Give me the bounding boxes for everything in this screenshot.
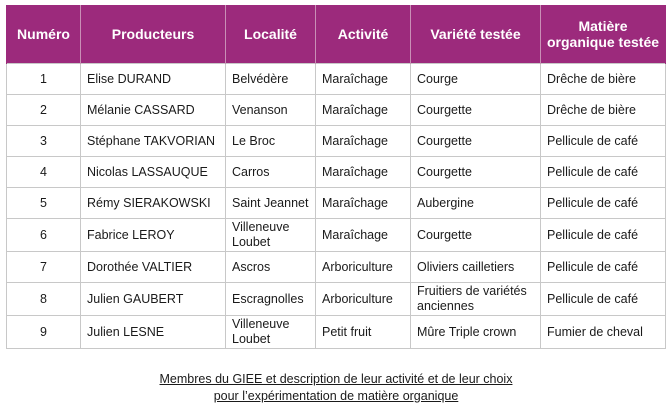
cell-matiere: Pellicule de café: [541, 157, 666, 188]
cell-matiere: Pellicule de café: [541, 219, 666, 252]
cell-matiere: Drêche de bière: [541, 64, 666, 95]
cell-activite: Arboriculture: [316, 252, 411, 283]
cell-producteur: Stéphane TAKVORIAN: [81, 126, 226, 157]
caption-line-2: pour l’expérimentation de matière organique: [213, 389, 459, 403]
caption-line-1: Membres du GIEE et description de leur activité et de leur choix: [159, 372, 513, 386]
header-matiere-organique-testee: Matière organique testée: [541, 5, 666, 64]
table-row: [7, 64, 666, 95]
cell-numero: 1: [7, 64, 81, 95]
cell-localite: Belvédère: [226, 64, 316, 95]
cell-localite: Saint Jeannet: [226, 188, 316, 219]
cell-producteur: Elise DURAND: [81, 64, 226, 95]
cell-variete: Courgette: [411, 157, 541, 188]
table-row: [7, 219, 666, 252]
cell-numero: 7: [7, 252, 81, 283]
cell-localite: Le Broc: [226, 126, 316, 157]
table-row: [7, 188, 666, 219]
cell-numero: 5: [7, 188, 81, 219]
cell-variete: Aubergine: [411, 188, 541, 219]
table-row: [7, 252, 666, 283]
table-row: [7, 95, 666, 126]
cell-variete: Courgette: [411, 219, 541, 252]
table-caption: [0, 371, 672, 405]
cell-variete: Fruitiers de variétés anciennes: [411, 283, 541, 316]
cell-numero: 8: [7, 283, 81, 316]
cell-producteur: Mélanie CASSARD: [81, 95, 226, 126]
cell-matiere: Fumier de cheval: [541, 316, 666, 349]
cell-numero: 3: [7, 126, 81, 157]
cell-localite: Carros: [226, 157, 316, 188]
cell-matiere: Pellicule de café: [541, 126, 666, 157]
table-row: [7, 283, 666, 316]
cell-producteur: Rémy SIERAKOWSKI: [81, 188, 226, 219]
cell-numero: 9: [7, 316, 81, 349]
cell-activite: Maraîchage: [316, 188, 411, 219]
cell-producteur: Dorothée VALTIER: [81, 252, 226, 283]
cell-matiere: Pellicule de café: [541, 252, 666, 283]
cell-activite: Maraîchage: [316, 157, 411, 188]
cell-localite: Escragnolles: [226, 283, 316, 316]
cell-variete: Mûre Triple crown: [411, 316, 541, 349]
cell-localite: Venanson: [226, 95, 316, 126]
cell-numero: 6: [7, 219, 81, 252]
header-activite: Activité: [316, 5, 411, 64]
table-row: [7, 126, 666, 157]
cell-activite: Petit fruit: [316, 316, 411, 349]
cell-localite: Ascros: [226, 252, 316, 283]
cell-matiere: Pellicule de café: [541, 283, 666, 316]
cell-matiere: Pellicule de café: [541, 188, 666, 219]
table-header-row: [7, 5, 666, 64]
cell-variete: Courge: [411, 64, 541, 95]
cell-numero: 4: [7, 157, 81, 188]
cell-producteur: Nicolas LASSAUQUE: [81, 157, 226, 188]
cell-variete: Courgette: [411, 95, 541, 126]
table-row: [7, 316, 666, 349]
cell-matiere: Drêche de bière: [541, 95, 666, 126]
cell-localite: Villeneuve Loubet: [226, 219, 316, 252]
cell-producteur: Fabrice LEROY: [81, 219, 226, 252]
header-numero: Numéro: [7, 5, 81, 64]
cell-localite: Villeneuve Loubet: [226, 316, 316, 349]
giee-members-table: [6, 5, 666, 349]
cell-activite: Maraîchage: [316, 95, 411, 126]
cell-activite: Maraîchage: [316, 126, 411, 157]
cell-activite: Maraîchage: [316, 64, 411, 95]
header-variete-testee: Variété testée: [411, 5, 541, 64]
giee-members-table-container: [6, 5, 665, 349]
header-producteurs: Producteurs: [81, 5, 226, 64]
cell-variete: Courgette: [411, 126, 541, 157]
header-localite: Localité: [226, 5, 316, 64]
cell-producteur: Julien GAUBERT: [81, 283, 226, 316]
cell-variete: Oliviers cailletiers: [411, 252, 541, 283]
cell-activite: Arboriculture: [316, 283, 411, 316]
table-row: [7, 157, 666, 188]
cell-numero: 2: [7, 95, 81, 126]
cell-activite: Maraîchage: [316, 219, 411, 252]
cell-producteur: Julien LESNE: [81, 316, 226, 349]
